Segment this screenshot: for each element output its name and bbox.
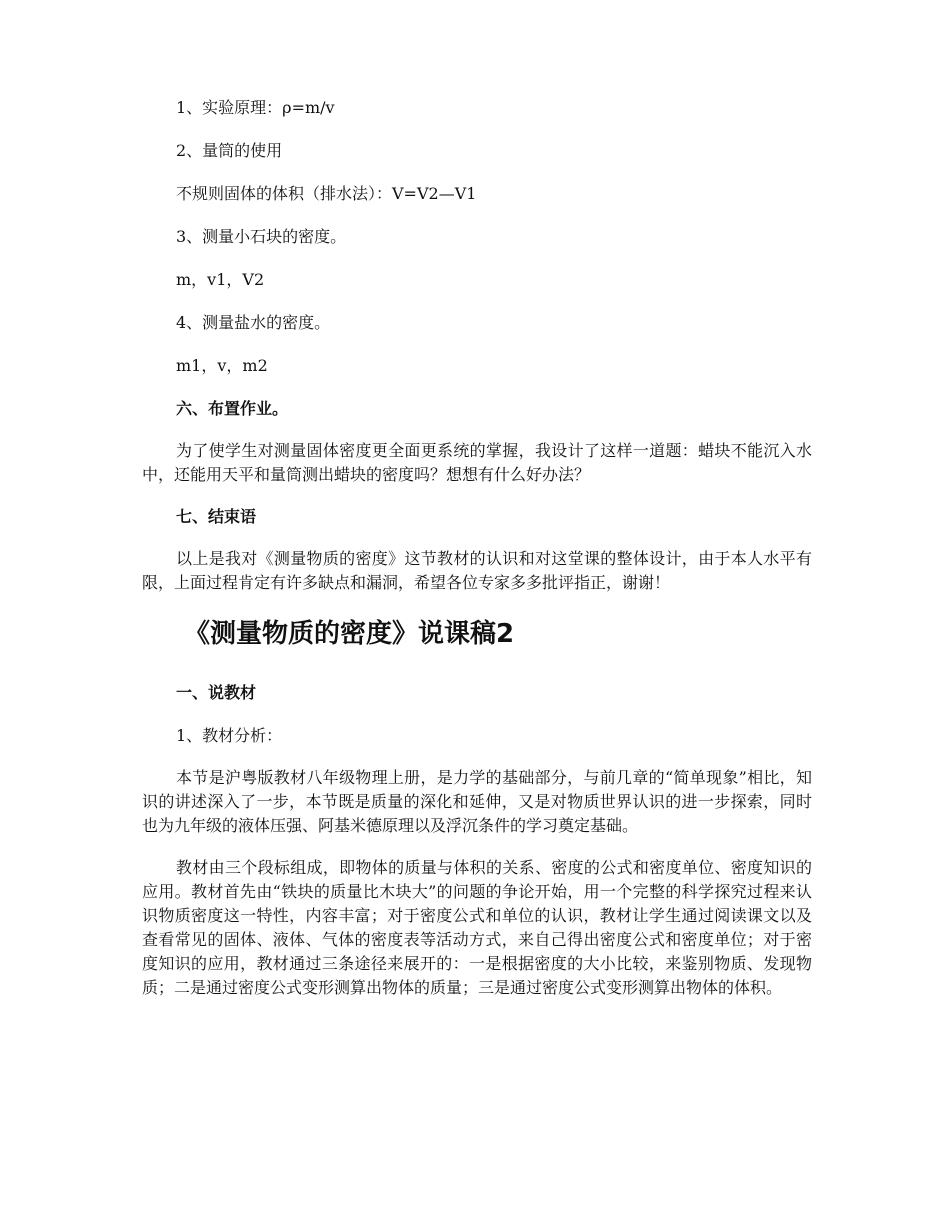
section-heading-homework: 六、布置作业。	[176, 399, 289, 418]
irregular-solid-volume-line: 不规则固体的体积（排水法）：V=V2—V1	[176, 184, 477, 203]
document-body	[142, 96, 812, 1000]
stone-variables-line: m，v1，V2	[176, 270, 265, 289]
textbook-analysis-subheading: 1、教材分析：	[176, 726, 283, 745]
homework-paragraph: 为了使学生对测量固体密度更全面更系统的掌握，我设计了这样一道题：蜡块不能沉入水中，还能用天平和量筒测出蜡块的密度吗？想想有什么好办法？	[142, 441, 812, 484]
structure-paragraph: 教材由三个段标组成，即物体的质量与体积的关系、密度的公式和密度单位、密度知识的应用。教材首先由“铁块的质量比木块大”的问题的争论开始，用一个完整的科学探究过程来认识物质密度这一特性，内容丰富；对于密度公式和单位的认识，教材让学生通过阅读课文以及查看常见的固体、液体、气体的密度表等活动方式，来自己得出密度公式和密度单位；对于密度知识的应用，教材通过三条途径来展开的：一是根据密度的大小比较，来鉴别物质、发现物质；二是通过密度公式变形测算出物体的质量；三是通过密度公式变形测算出物体的体积。	[142, 858, 812, 997]
closing-paragraph: 以上是我对《测量物质的密度》这节教材的认识和对这堂课的整体设计，由于本人水平有限，上面过程肯定有许多缺点和漏洞，希望各位专家多多批评指正，谢谢！	[142, 549, 812, 592]
stone-density-line: 3、测量小石块的密度。	[176, 227, 347, 246]
measuring-cylinder-line: 2、量筒的使用	[176, 141, 283, 160]
document-title: 《测量物质的密度》说课稿2	[184, 619, 515, 649]
analysis-paragraph: 本节是沪粤版教材八年级物理上册，是力学的基础部分，与前几章的“简单现象”相比，知识的讲述深入了一步，本节既是质量的深化和延伸，又是对物质世界认识的进一步探索，同时也为九年级的液体压强、阿基米德原理以及浮沉条件的学习奠定基础。	[142, 768, 812, 835]
section-heading-closing: 七、结束语	[176, 507, 257, 526]
experiment-principle-line: 1、实验原理：ρ=m/v	[176, 98, 335, 117]
brine-density-line: 4、测量盐水的密度。	[176, 313, 331, 332]
section-heading-textbook: 一、说教材	[176, 683, 257, 702]
brine-variables-line: m1，v，m2	[176, 356, 268, 375]
